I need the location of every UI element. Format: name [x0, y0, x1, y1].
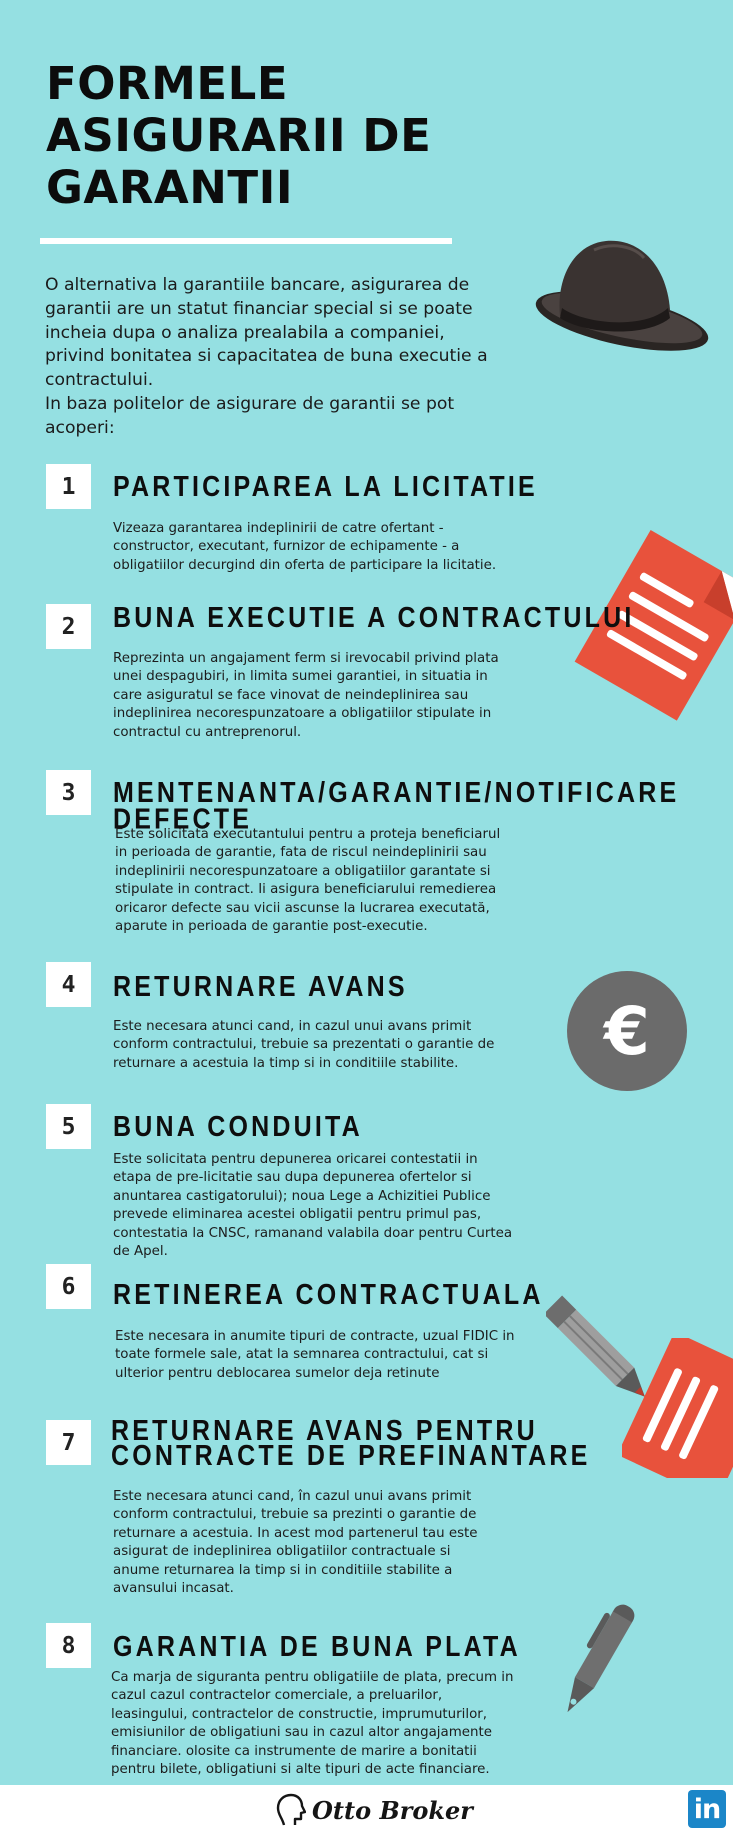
section-number: 7 — [46, 1420, 91, 1465]
section-title: BUNA EXECUTIE A CONTRACTULUI — [113, 601, 635, 634]
section-title: MENTENANTA/GARANTIE/NOTIFICARE DEFECTE — [113, 776, 680, 836]
pen-icon — [552, 1596, 642, 1726]
section-body: Este solicitata pentru depunerea oricarei contestatii in etapa de pre-licitatie sau dupa depunerea ofertelor si anuntarea castigatorului); noua Lege a Achizitiei Publice prevede eliminarea acestei obligatii pentru primul pas, contestatia la CNSC, ramanand valabila doar pentru Curtea de Apel. — [113, 1152, 513, 1260]
section-body: Este necesara atunci cand, in cazul unui avans primit conform contractului, trebuie sa prezentati o garantie de returnare a acestuia la timp si in conditiile stabilite. — [113, 1019, 495, 1071]
intro-paragraph: O alternativa la garantiile bancare, asigurarea de garantii are un statut financiar special si se poate incheia dupa o analiza prealabila a companiei, privind bonitatea si capacitatea de buna executie a contractului. — [45, 275, 488, 391]
linkedin-icon[interactable]: in — [688, 1790, 726, 1828]
section-title: RETURNARE AVANS PENTRU CONTRACTE DE PREFINANTARE — [111, 1414, 591, 1473]
section-body: Este solicitata executantului pentru a proteja beneficiarul in perioada de garantie, fata de riscul neindeplinirii sau indeplinirii necorespunzatoare a obligatiilor garantate si stipulate in contract. Ii asigura beneficiarului remedierea oricaror defecte sau vicii ascunse la lucrarea executată, aparute in perioada de garantie post-executie. — [115, 827, 501, 935]
intro-text — [45, 274, 505, 441]
section-number: 2 — [46, 604, 91, 649]
section-title: PARTICIPAREA LA LICITATIE — [113, 470, 538, 503]
section-title: GARANTIA DE BUNA PLATA — [113, 1630, 521, 1663]
section-title: BUNA CONDUITA — [113, 1110, 363, 1143]
brand-name: Otto Broker — [312, 1795, 473, 1825]
title-line: FORMELE — [46, 57, 289, 110]
title-line: GARANTII — [46, 161, 294, 214]
title-underline — [40, 238, 452, 244]
section-number: 3 — [46, 770, 91, 815]
section-title: RETINEREA CONTRACTUALA — [113, 1278, 544, 1311]
section-body: Este necesara in anumite tipuri de contracte, uzual FIDIC in toate formele sale, atat la semnarea contractului, cat si ulterior pentru deblocarea sumelor deja retinute — [115, 1329, 515, 1381]
section-number: 5 — [46, 1104, 91, 1149]
intro-paragraph: In baza politelor de asigurare de garantii se pot acoperi: — [45, 393, 455, 438]
euro-symbol: € — [604, 993, 650, 1070]
footer — [0, 1785, 733, 1832]
section-title: RETURNARE AVANS — [113, 970, 408, 1003]
section-number: 8 — [46, 1623, 91, 1668]
title-line: ASIGURARII DE — [46, 109, 432, 162]
head-profile-icon — [274, 1793, 306, 1827]
section-number: 1 — [46, 464, 91, 509]
section-body: Este necesara atunci cand, în cazul unui avans primit conform contractului, trebuie sa prezinti o garantie de returnare a acestuia. In acest mod partenerul tau este asigurat de indeplinirea obligatiilor contractuale si anume returnarea la timp si in conditiile stabilite a avansului incasat. — [113, 1489, 478, 1597]
bowler-hat-icon — [522, 238, 710, 362]
page-title — [46, 58, 466, 214]
section-body: Ca marja de siguranta pentru obligatiile de plata, precum in cazul cazul contractelor comerciale, a preluarilor, leasingului, contractelor de constructie, imprumuturilor, emisiunilor de obligatiuni sau in cazul altor angajamente financiare. olosite ca instrumente de marire a bonitatii pentru bilete, obligatiuni si alte tipuri de acte financiare. — [111, 1670, 514, 1778]
section-body: Vizeaza garantarea indeplinirii de catre ofertant - constructor, executant, furnizor de echipamente - a obligatiilor decurgind din oferta de participare la licitatie. — [113, 521, 497, 573]
section-number: 4 — [46, 962, 91, 1007]
document-icon — [622, 1338, 733, 1478]
section-body: Reprezinta un angajament ferm si irevocabil privind plata unei despagubiri, in limita sumei garantiei, in situatia in care asiguratul se face vinovat de neindeplinirea sau indeplinirea necorespunzatoare a obligatiilor stipulate in contractul cu antreprenorul. — [113, 651, 499, 740]
brand-logo[interactable] — [274, 1793, 473, 1827]
section-number: 6 — [46, 1264, 91, 1309]
